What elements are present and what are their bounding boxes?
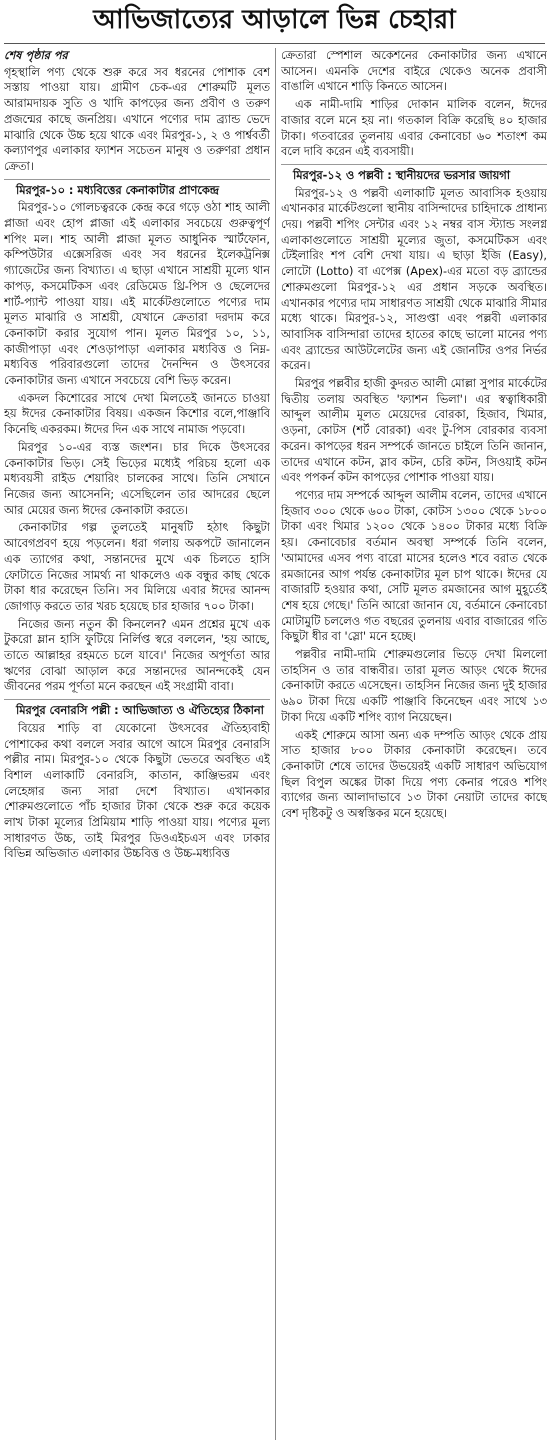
subheading: মিরপুর-১২ ও পল্লবী : স্থানীয়দের ভরসার জায়গা: [281, 164, 547, 184]
paragraph: বিয়ের শাড়ি বা যেকোনো উৎসবের ঐতিহ্যবাহী পোশাকের কথা বললে সবার আগে আসে মিরপুর বেনারসি পল্লীর নাম। মিরপুর-১০ থেকে কিছুটা ভেতরে অবস্থিত এই বিশাল এলাকাটি বেনারসি, কাতান, কাঞ্জিভরম এবং লেহেঙ্গার জন্য সারা দেশে বিখ্যাত। এখানকার শোরুমগুলোতে পাঁচ হাজার টাকা থেকে শুরু করে কয়েক লাখ টাকা মূল্যের প্রিমিয়াম শাড়ি পাওয়া যায়। পণ্যের মূল্য সাধারণত উচ্চ, তাই মিরপুর ডিওএইচএস এবং ঢাকার বিভিন্ন অভিজাত এলাকার উচ্চবিত্ত ও উচ্চ-মধ্যবিত্ত: [4, 721, 270, 861]
paragraph: মিরপুর-১০ গোলচত্বরকে কেন্দ্র করে গড়ে ওঠা শাহ আলী প্লাজা এবং হোপ প্লাজা এই এলাকার সবচেয়ে গুরুত্বপূর্ণ শপিং মল। শাহ আলী প্লাজা মূলত আধুনিক স্মার্টফোন, কম্পিউটার এক্সেসরিজ এবং সব ধরনের ইলেকট্রনিক্স গ্যাজেটের জন্য বিখ্যাত। এ ছাড়া এখানে সাশ্রয়ী মূল্যে থান কাপড়, কসমেটিকস এবং রেডিমেড থ্রি-পিস ও ছেলেদের শার্ট-প্যান্ট পাওয়া যায়। এই মার্কেটগুলোতে পণ্যের দাম মূলত মাঝারি ও সাশ্রয়ী, যেখানে ক্রেতারা দরদাম করে কেনাকাটা করার সুযোগ পান। মূলত মিরপুর ১০, ১১, কাজীপাড়া এবং শেওড়াপাড়া এলাকার মধ্যবিত্ত ও নিম্ন-মধ্যবিত্ত পরিবারগুলো তাদের দৈনন্দিন ও উৎসবের কেনাকাটার জন্য এখানে সবচেয়ে বেশি ভিড় করেন।: [4, 201, 270, 388]
paragraph: পল্লবীর নামী-দামি শোরুমগুলোর ভিড়ে দেখা মিললো তাহসিন ও তার বান্ধবীর। তারা মূলত আড়ং থেকে ঈদের কেনাকাটা করতে এসেছেন। তাহসিন নিজের জন্য দুই হাজার ৬৯০ টাকা দিয়ে একটি পাঞ্জাবি কিনেছেন এবং সাথে ১৩ টাকা দিয়ে একটি শপিং ব্যাগ নিয়েছেন।: [281, 648, 547, 724]
column-divider: [275, 48, 276, 1440]
paragraph: এক নামী-দামি শাড়ির দোকান মালিক বলেন, ঈদের বাজার বলে মনে হয় না। গতকাল বিক্রি করেছি ৪০ হাজার টাকা। গতবারের তুলনায় এবার কেনাবেচা ৬০ শতাংশ কম বলে দাবি করেন এই ব্যবসায়ী।: [281, 98, 547, 159]
paragraph: মিরপুর পল্লবীর হাজী কুদরত আলী মোল্লা সুপার মার্কেটের দ্বিতীয় তলায় অবস্থিত 'ফ্যাশন ভিলা'। এর স্বত্বাধিকারী আব্দুল আলীম মূলত মেয়েদের বোরকা, হিজাব, খিমার, ওড়না, কোটস (শর্ট বোরকা) এবং টু-পিস বোরকার ব্যবসা করেন। কাপড়ের ধরন সম্পর্কে জানতে চাইলে তিনি জানান, তাদের এখানে কটন, স্লাব কটন, চেরি কটন, সিওয়াই কটন এবং পপকর্ন কটন কাপড়ের পোশাক পাওয়া যায়।: [281, 377, 547, 485]
continued-from-label: শেষ পৃষ্ঠার পর: [4, 49, 68, 62]
paragraph: পণ্যের দাম সম্পর্কে আব্দুল আলীম বলেন, তাদের এখানে হিজাব ৩০০ থেকে ৬০০ টাকা, কোটস ১৩০০ থেকে ১৮০০ টাকা এবং খিমার ১২০০ থেকে ১৪০০ টাকার মধ্যে বিক্রি হয়। কেনাবেচার বর্তমান অবস্থা সম্পর্কে তিনি বলেন, 'আমাদের এসব পণ্য বারো মাসের হলেও শবে বরাত থেকে রমজানের আগ পর্যন্ত কেনাকাটার মূল চাপ থাকে। ঈদের যে বাজারটি হওয়ার কথা, সেটি মূলত রমজানের আগ মুহূর্তেই শেষ হয়ে গেছে।' তিনি আরো জানান যে, বর্তমানে কেনাবেচা মোটামুটি চললেও গত বছরের তুলনায় এবার বাজারের গতি কিছুটা ধীর বা 'স্লো' মনে হচ্ছে।: [281, 488, 547, 644]
paragraph: ক্রেতারা স্পেশাল অকেশনের কেনাকাটার জন্য এখানে আসেন। এমনকি দেশের বাইরে থেকেও অনেক প্রবাসী বাঙালি এখানে শাড়ি কিনতে আসেন।: [281, 49, 547, 94]
right-column: [281, 48, 547, 1443]
paragraph: মিরপুর ১০-এর ব্যস্ত জংশন। চার দিকে উৎসবের কেনাকাটার ভিড়। সেই ভিড়ের মধ্যেই পরিচয় হলো এক মধ্যবয়সী রাইড শেয়ারিং চালকের সাথে। তিনি সেখানে নিজের জন্য আসেননি; এসেছিলেন তার আদরের ছেলে আর মেয়ের জন্য ঈদের কেনাকাটা করতে।: [4, 440, 270, 517]
paragraph: একই শোরুমে আসা অন্য এক দম্পতি আড়ং থেকে প্রায় সাত হাজার ৮০০ টাকার কেনাকাটা করেছেন। তবে কেনাকাটা শেষে তাদের উভয়েরই একটি সাধারণ অভিযোগ ছিল বিপুল অঙ্কের টাকা দিয়ে পণ্য কেনার পরেও শপিং ব্যাগের জন্য আলাদাভাবে ১৩ টাকা নেয়াটা তাদের কাছে বেশ দৃষ্টিকটু ও অস্বস্তিকর মনে হয়েছে।: [281, 728, 547, 821]
paragraph: কেনাকাটার গল্প তুলতেই মানুষটি হঠাৎ কিছুটা আবেগপ্রবণ হয়ে পড়লেন। ধরা গলায় অকপটে জানালেন এক ত্যাগের কথা, সন্তানদের মুখে এক চিলতে হাসি ফোটাতে নিজের সামর্থ্য না থাকলেও এক বন্ধুর কাছ থেকে টাকা ধার করেছেন তিনি। সব মিলিয়ে এবার ঈদের আনন্দ জোগাড় করতে তার খরচ হয়েছে চার হাজার ৭০০ টাকা।: [4, 521, 270, 613]
subheading: মিরপুর-১০ : মধ্যবিত্তের কেনাকাটার প্রাণকেন্দ্র: [4, 179, 270, 199]
headline: আভিজাত্যের আড়ালে ভিন্ন চেহারা: [93, 5, 456, 35]
paragraph: একদল কিশোরের সাথে দেখা মিলতেই জানতে চাওয়া হয় ঈদের কেনাকাটার বিষয়। একজন কিশোর বলে,পাঞ্জাবি কিনেছি একরকম। ঈদের দিন এক সাথে নামাজ পড়বো।: [4, 391, 270, 437]
left-column: [4, 48, 270, 1443]
subheading: মিরপুর বেনারসি পল্লী : আভিজাত্য ও ঐতিহ্যের ঠিকানা: [4, 699, 270, 719]
paragraph: গৃহস্থালি পণ্য থেকে শুরু করে সব ধরনের পোশাক বেশ সস্তায় পাওয়া যায়। গ্রামীণ চেক-এর শোরুমটি মূলত আরামদায়ক সুতি ও খাদি কাপড়ের জন্য প্রবীণ ও তরুণ প্রজন্মের কাছে জনপ্রিয়। এখানে পণ্যের দাম ব্র্যান্ড ভেদে মাঝারি থেকে উচ্চ হয়ে থাকে এবং মিরপুর-১, ২ ও পার্শ্ববর্তী কল্যাণপুর এলাকার ফ্যাশন সচেতন মানুষ ও তরুণরা প্রধান ক্রেতা।: [4, 65, 270, 173]
headline-rule: [4, 43, 545, 44]
paragraph: মিরপুর-১২ ও পল্লবী এলাকাটি মূলত আবাসিক হওয়ায় এখানকার মার্কেটগুলো স্থানীয় বাসিন্দাদের চাহিদাকে প্রাধান্য দেয়। পল্লবী শপিং সেন্টার এবং ১২ নম্বর বাস স্ট্যান্ড সংলগ্ন এলাকাগুলোতে সাশ্রয়ী মূল্যের জুতা, কসমেটিকস এবং টেইলারিং শপ বেশি দেখা যায়। এ ছাড়া ইজি (Easy), লোটো (Lotto) বা এপেক্স (Apex)-এর মতো বড় ব্র্যান্ডের শোরুমগুলো মিরপুর-১২ এর প্রধান সড়কে অবস্থিত। এখানকার পণ্যের দাম সাধারণত সাশ্রয়ী থেকে মাঝারি সীমার মধ্যে থাকে। মিরপুর-১২, সাগুপ্তা এবং পল্লবী এলাকার আবাসিক বাসিন্দারা তাদের হাতের কাছে ভালো মানের পণ্য এবং ব্র্যান্ডের আউটলেটের জন্য এই জোনটির ওপর নির্ভর করেন।: [281, 186, 547, 373]
paragraph: নিজের জন্য নতুন কী কিনলেন? এমন প্রশ্নের মুখে এক টুকরো ম্লান হাসি ফুটিয়ে নির্লিপ্ত স্বরে বললেন, 'হয় আছে, তাতে আল্লাহর রহমতে চলে যাবে।' নিজের অপূর্ণতা আর ঋণের বোঝা আড়াল করে সন্তানদের আনন্দকেই যেন জীবনের পরম পূর্ণতা মনে করছেন এই সংগ্রামী বাবা।: [4, 617, 270, 694]
